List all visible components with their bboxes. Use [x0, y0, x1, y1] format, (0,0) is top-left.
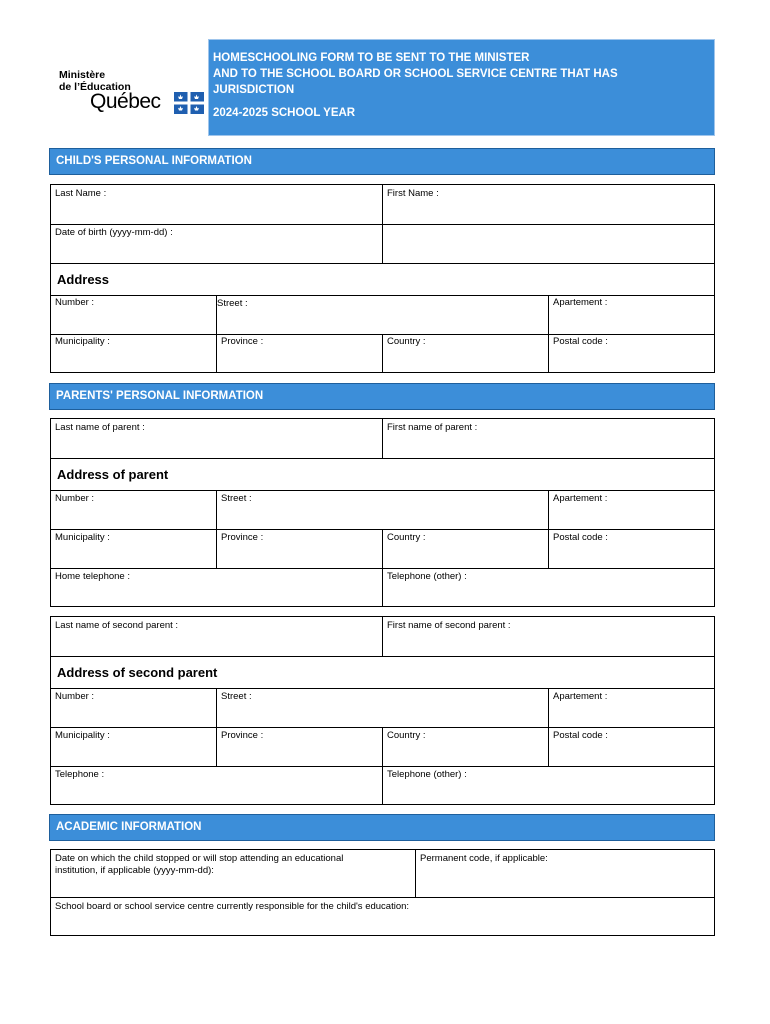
second-parent-country-field[interactable]: Country : — [387, 730, 426, 741]
school-year: 2024-2025 SCHOOL YEAR — [213, 107, 356, 119]
title-line-3: JURISDICTION — [213, 84, 295, 96]
parent-first-name-field[interactable]: First name of parent : — [387, 422, 478, 433]
divider — [51, 490, 714, 491]
child-province-field[interactable]: Province : — [221, 336, 264, 347]
second-parent-province-field[interactable]: Province : — [221, 730, 264, 741]
child-number-field[interactable]: Number : — [55, 297, 95, 308]
ministry-line-2: de l’Éducation — [59, 80, 131, 93]
parent-home-telephone-field[interactable]: Home telephone : — [55, 571, 130, 582]
stop-date-label-line-1: Date on which the child stopped or will stop attending an educational — [55, 853, 344, 864]
permanent-code-field[interactable]: Permanent code, if applicable: — [420, 853, 548, 864]
form-title-box — [208, 39, 715, 136]
divider — [51, 295, 714, 296]
divider — [51, 656, 714, 657]
child-section-heading: CHILD'S PERSONAL INFORMATION — [49, 148, 715, 175]
parent-province-field[interactable]: Province : — [221, 532, 264, 543]
child-dob-field[interactable]: Date of birth (yyyy-mm-dd) : — [55, 227, 173, 238]
divider — [216, 688, 217, 766]
second-parent-number-field[interactable]: Number : — [55, 691, 95, 702]
child-municipality-field[interactable]: Municipality : — [55, 336, 110, 347]
parent-last-name-field[interactable]: Last name of parent : — [55, 422, 145, 433]
divider — [51, 458, 714, 459]
stop-date-label-line-2: institution, if applicable (yyyy-mm-dd): — [55, 865, 214, 876]
quebec-wordmark: Québec — [90, 90, 161, 113]
academic-section-heading: ACADEMIC INFORMATION — [49, 814, 715, 841]
parents-section-heading: PARENTS' PERSONAL INFORMATION — [49, 383, 715, 410]
divider — [382, 727, 383, 805]
ministry-line-1: Ministère — [59, 69, 106, 81]
second-parent-last-name-field[interactable]: Last name of second parent : — [55, 620, 179, 631]
parent-municipality-field[interactable]: Municipality : — [55, 532, 110, 543]
parent-1-table — [50, 418, 715, 607]
second-parent-other-telephone-field[interactable]: Telephone (other) : — [387, 769, 467, 780]
divider — [216, 490, 217, 568]
child-postal-code-field[interactable]: Postal code : — [553, 336, 608, 347]
divider — [51, 897, 714, 898]
divider — [382, 419, 383, 458]
divider — [382, 617, 383, 656]
child-first-name-field[interactable]: First Name : — [387, 188, 439, 199]
title-line-1: HOMESCHOOLING FORM TO BE SENT TO THE MINISTER — [213, 52, 530, 64]
divider — [415, 850, 416, 897]
divider — [548, 295, 549, 373]
child-last-name-field[interactable]: Last Name : — [55, 188, 107, 199]
divider — [548, 490, 549, 568]
parent-other-telephone-field[interactable]: Telephone (other) : — [387, 571, 467, 582]
parent-country-field[interactable]: Country : — [387, 532, 426, 543]
second-parent-first-name-field[interactable]: First name of second parent : — [387, 620, 511, 631]
school-board-field[interactable]: School board or school service centre currently responsible for the child's education: — [55, 901, 410, 912]
parent-number-field[interactable]: Number : — [55, 493, 95, 504]
child-street-field[interactable]: Street : — [217, 298, 248, 309]
second-parent-postal-code-field[interactable]: Postal code : — [553, 730, 608, 741]
divider — [548, 688, 549, 766]
second-parent-address-heading: Address of second parent — [57, 665, 218, 680]
second-parent-apartment-field[interactable]: Apartement : — [553, 691, 608, 702]
divider — [382, 185, 383, 263]
child-country-field[interactable]: Country : — [387, 336, 426, 347]
second-parent-street-field[interactable]: Street : — [221, 691, 252, 702]
divider — [382, 529, 383, 607]
parent-apartment-field[interactable]: Apartement : — [553, 493, 608, 504]
academic-info-table — [50, 849, 715, 936]
child-info-table — [50, 184, 715, 373]
parent-postal-code-field[interactable]: Postal code : — [553, 532, 608, 543]
child-address-heading: Address — [57, 272, 110, 287]
child-apartment-field[interactable]: Apartement : — [553, 297, 608, 308]
parent-2-table — [50, 616, 715, 805]
quebec-logo — [56, 70, 206, 120]
divider — [51, 688, 714, 689]
parent-street-field[interactable]: Street : — [221, 493, 252, 504]
second-parent-telephone-field[interactable]: Telephone : — [55, 769, 105, 780]
fleur-de-lis-flag-icon — [174, 92, 204, 114]
parent-address-heading: Address of parent — [57, 467, 169, 482]
divider — [51, 263, 714, 264]
stop-date-field[interactable] — [55, 853, 343, 877]
divider — [382, 334, 383, 373]
second-parent-municipality-field[interactable]: Municipality : — [55, 730, 110, 741]
title-line-2: AND TO THE SCHOOL BOARD OR SCHOOL SERVICE CENTRE THAT HAS — [213, 68, 618, 80]
